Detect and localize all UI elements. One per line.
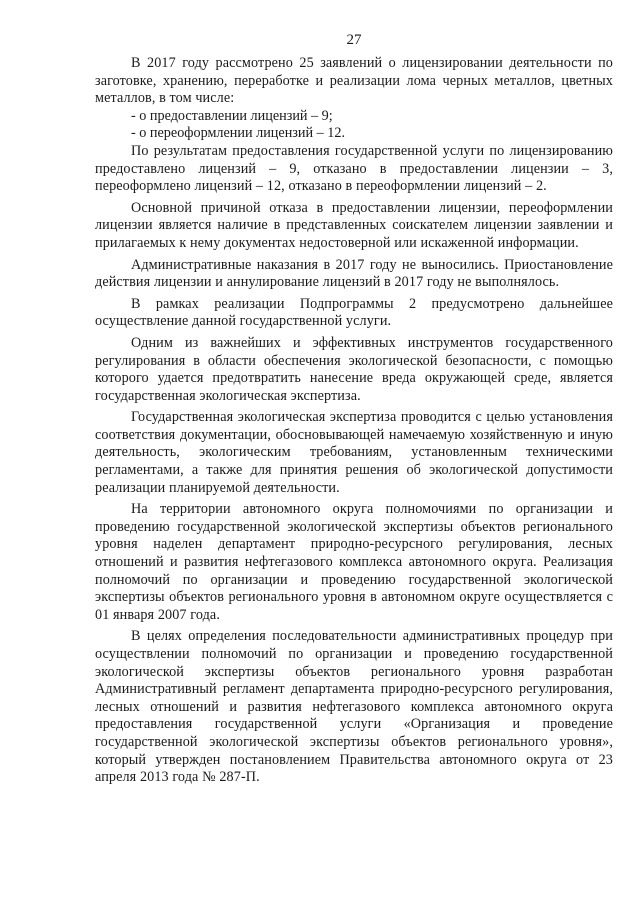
paragraph-applications: В 2017 году рассмотрено 25 заявлений о лицензировании деятельности по заготовке, хранению, переработке и реализации лома черных металлов, цветных металлов, в том числе:: [95, 55, 613, 107]
paragraph-penalties: Административные наказания в 2017 году не выносились. Приостановление действия лицензии и аннулирование лицензий в 2017 году не выполнялось.: [95, 256, 613, 291]
paragraph-expertise-purpose: Государственная экологическая экспертиза проводится с целью установления соответствия документации, обосновывающей намечаемую хозяйственную и иную деятельность, экологическим требованиям, установленным техническими регламентами, а также для принятия решения об экологической допустимости реализации планируемой деятельности.: [95, 409, 613, 496]
paragraph-expertise-tool: Одним из важнейших и эффективных инструментов государственного регулирования в области обеспечения экологической безопасности, с помощью которого удается предотвратить нанесение вреда окружающей среде, является государственная экологическая экспертиза.: [95, 334, 613, 404]
paragraph-regulation: В целях определения последовательности административных процедур при осуществлении полномочий по организации и проведению государственной экологической экспертизы объектов регионального уровня разработан Административный регламент департамента природно-ресурсного регулирования, лесных отношений и развития нефтегазового комплекса автономного округа предоставления государственной услуги «Организация и проведение государственной экологической экспертизы объектов регионального уровня», который утвержден постановлением Правительства автономного округа от 23 апреля 2013 года № 287-П.: [95, 628, 613, 786]
page-number: 27: [346, 32, 362, 48]
list-item-grant: - о предоставлении лицензий – 9;: [131, 107, 333, 124]
list-item-reissue: - о переоформлении лицензий – 12.: [131, 125, 345, 142]
paragraph-results: По результатам предоставления государственной услуги по лицензированию предоставлено лицензий – 9, отказано в предоставлении лицензии – 3, переоформлено лицензий – 12, отказано в переоформлении лицензий – 2.: [95, 142, 613, 195]
paragraph-authority: На территории автономного округа полномочиями по организации и проведению государственной экологической экспертизы объектов регионального уровня наделен департамент природно-ресурсного регулирования, лесных отношений и развития нефтегазового комплекса автономного округа. Реализация полномочий по организации и проведению государственной экологической экспертизы объектов регионального уровня в автономном округе осуществляется с 01 января 2007 года.: [95, 501, 613, 623]
paragraph-subprogram: В рамках реализации Подпрограммы 2 предусмотрено дальнейшее осуществление данной государственной услуги.: [95, 295, 613, 330]
paragraph-refusal-reason: Основной причиной отказа в предоставлении лицензии, переоформлении лицензии является наличие в представленных соискателем лицензии заявлении и прилагаемых к нему документах недостоверной или искаженной информации.: [95, 199, 613, 251]
